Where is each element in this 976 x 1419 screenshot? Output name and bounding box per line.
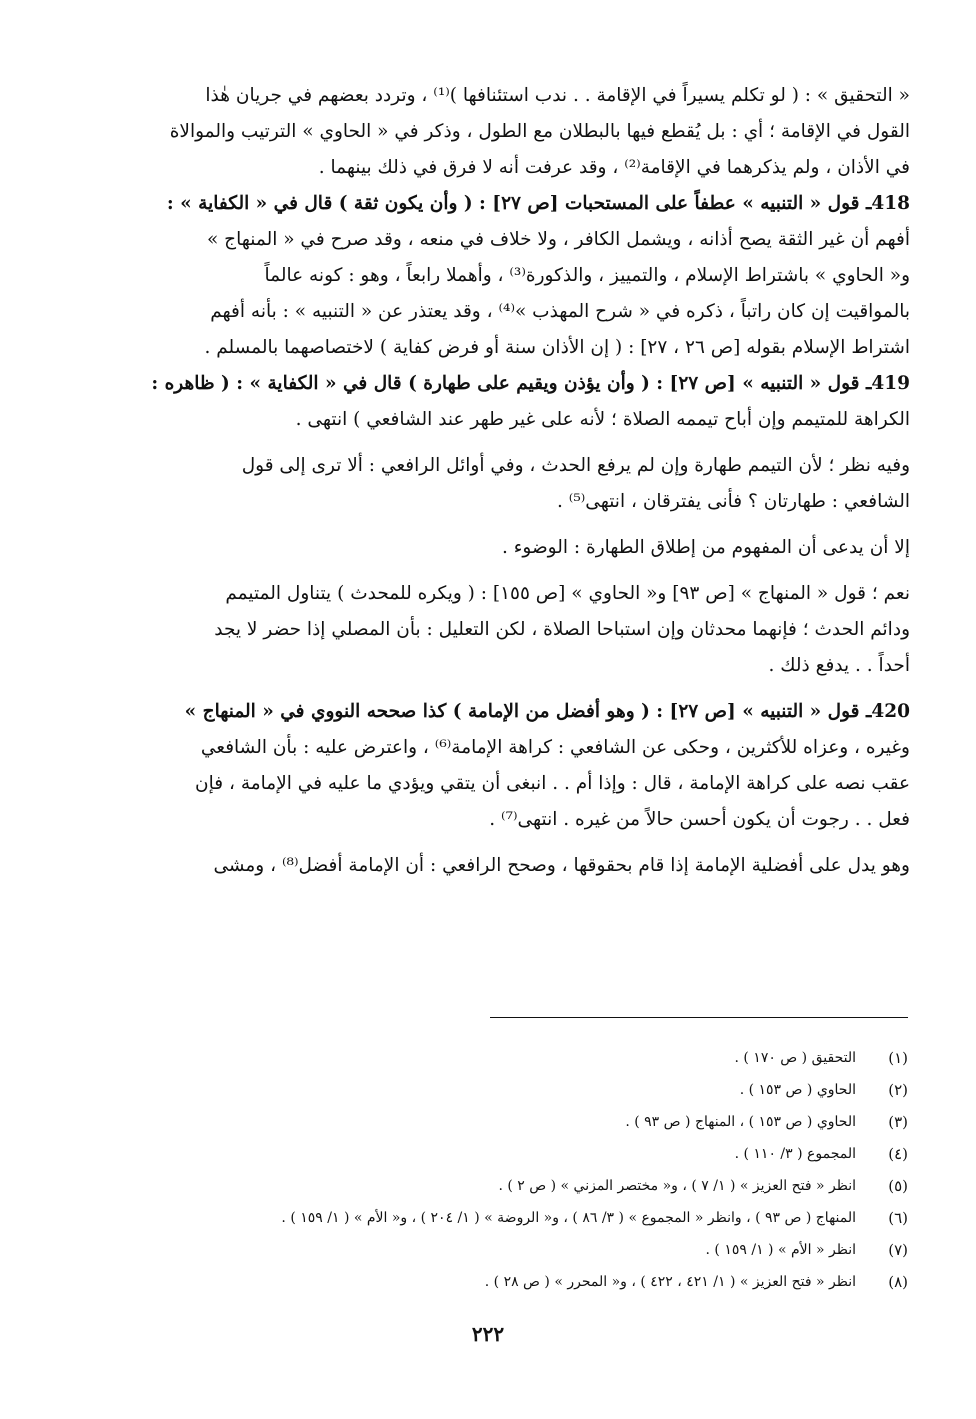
- footnote: [120, 1234, 908, 1266]
- page-number: ٢٢٢: [471, 1322, 505, 1346]
- paragraph-419-heading: 419ـ قول « التنبيه » [ص ٢٧] : ( وأن يؤذن ويقيم على طهارة ) قال في « الكفاية » : ( ظاهره :: [151, 373, 910, 394]
- text-line: بالمواقيت إن كان راتباً ، ذكره في « شرح المهذب »⁽⁴⁾ ، وقد يعتذر عن « التنبيه » : بأنه أفهم: [210, 301, 910, 322]
- text-line: وهو يدل على أفضلية الإمامة إذا قام بحقوقها ، وصحح الرافعي : أن الإمامة أفضل⁽⁸⁾ ، ومشى: [213, 855, 910, 876]
- footnote: [120, 1202, 908, 1234]
- footnote: [120, 1106, 908, 1138]
- footnote-number: (٤): [888, 1145, 908, 1163]
- text-line: فعل . . رجوت أن يكون أحسن حالاً من غيره . انتهى⁽⁷⁾ .: [489, 809, 910, 830]
- paragraph-418-heading: 418ـ قول « التنبيه » عطفاً على المستحبات [ص ٢٧] : ( وأن يكون ثقة ) قال في « الكفاية » :: [166, 193, 910, 214]
- footnote-text: انظر « الأم » ( ١/ ١٥٩ ) .: [705, 1242, 856, 1258]
- footnote-text: انظر « فتح العزيز » ( ١/ ٧ ) ، و« مختصر المزني » ( ص ٢ ) .: [498, 1178, 856, 1194]
- footnote: [120, 1138, 908, 1170]
- text-line: وفيه نظر ؛ لأن التيمم طهارة وإن لم يرفع الحدث ، وفي أوائل الرافعي : ألا ترى إلى قول: [241, 455, 910, 476]
- text-line: « التحقيق » : ( لو تكلم يسيراً في الإقامة . . ندب استئنافها )⁽¹⁾ ، وتردد بعضهم في جريان هٰذا: [205, 85, 910, 106]
- text-line: وغيره ، وعزاه للأكثرين ، وحكى عن الشافعي : كراهة الإمامة⁽⁶⁾ ، واعترض عليه : بأن الشافعي: [200, 737, 910, 758]
- footnote: [120, 1170, 908, 1202]
- footnote: [120, 1266, 908, 1298]
- text-line: عقب نصه على كراهة الإمامة ، قال : وإذا أم . . انبغى أن يتقي ويؤدي ما عليه في الإمامة ، فإن: [195, 773, 910, 794]
- footnote-number: (٣): [888, 1113, 908, 1131]
- footnote-number: (٢): [888, 1081, 908, 1099]
- footnote-text: المنهاج ( ص ٩٣ ) ، وانظر « المجموع » ( ٣/ ٨٦ ) ، و« الروضة » ( ١/ ٢٠٤ ) ، و« الأم » ( ١/ ١٥٩ ) .: [281, 1210, 856, 1226]
- footnote-text: الحاوي ( ص ١٥٣ ) .: [739, 1082, 856, 1098]
- footnote-text: المجموع ( ٣/ ١١٠ ) .: [734, 1146, 856, 1162]
- footnote-number: (١): [888, 1049, 908, 1067]
- text-line: نعم ؛ قول « المنهاج » [ص ٩٣] و« الحاوي » [ص ١٥٥] : ( ويكره للمحدث ) يتناول المتيمم: [225, 583, 910, 604]
- footnote: [120, 1074, 908, 1106]
- paragraph-420-heading: 420ـ قول « التنبيه » [ص ٢٧] : ( وهو أفضل من الإمامة ) كذا صححه النووي في « المنهاج »: [184, 701, 910, 722]
- footnote-text: التحقيق ( ص ١٧٠ ) .: [734, 1050, 856, 1066]
- text-line: أحداً . . يدفع ذلك .: [768, 655, 910, 676]
- main-text: [62, 78, 910, 884]
- footnote-number: (٦): [888, 1209, 908, 1227]
- footnote-text: انظر « فتح العزيز » ( ١/ ٤٢١ ، ٤٢٢ ) ، و« المحرر » ( ص ٢٨ ) .: [484, 1274, 856, 1290]
- text-line: القول في الإقامة ؛ أي : بل يُقطع فيها بالبطلان مع الطول ، وذكر في « الحاوي » الترتيب والموالاة: [169, 121, 910, 142]
- footnote: [120, 1042, 908, 1074]
- footnote-separator: [490, 1017, 908, 1018]
- text-line: الكراهة للمتيمم وإن أباح تيممه الصلاة ؛ لأنه على غير طهر عند الشافعي ) انتهى .: [295, 409, 910, 430]
- text-line: و« الحاوي » باشتراط الإسلام ، والتمييز ، والذكورة⁽³⁾ ، وأهملا رابعاً ، وهو : كونه عالماً: [264, 265, 910, 286]
- text-line: في الأذان ، ولم يذكرهما في الإقامة⁽²⁾ ، وقد عرفت أنه لا فرق في ذلك بينهما .: [318, 157, 910, 178]
- footnotes: [120, 1042, 908, 1298]
- text-line: اشتراط الإسلام بقوله [ص ٢٦ ، ٢٧] : ( إن الأذان سنة أو فرض كفاية ) لاختصاصهما بالمسلم .: [204, 337, 910, 358]
- text-line: أفهم أن غير الثقة يصح أذانه ، ويشمل الكافر ، ولا خلاف في منعه ، وقد صرح في « المنهاج »: [206, 229, 910, 250]
- text-line: الشافعي : طهارتان ؟ فأنى يفترقان ، انتهى⁽⁵⁾ .: [557, 491, 910, 512]
- footnote-number: (٥): [888, 1177, 908, 1195]
- footnote-number: (٧): [888, 1241, 908, 1259]
- footnote-number: (٨): [888, 1273, 908, 1291]
- text-line: ودائم الحدث ؛ فإنهما محدثان وإن استباحا الصلاة ، لكن التعليل : بأن المصلي إذا حضر لا يجد: [214, 619, 910, 640]
- footnote-text: الحاوي ( ص ١٥٣ ) ، المنهاج ( ص ٩٣ ) .: [625, 1114, 856, 1130]
- text-line: إلا أن يدعى أن المفهوم من إطلاق الطهارة : الوضوء .: [501, 537, 910, 558]
